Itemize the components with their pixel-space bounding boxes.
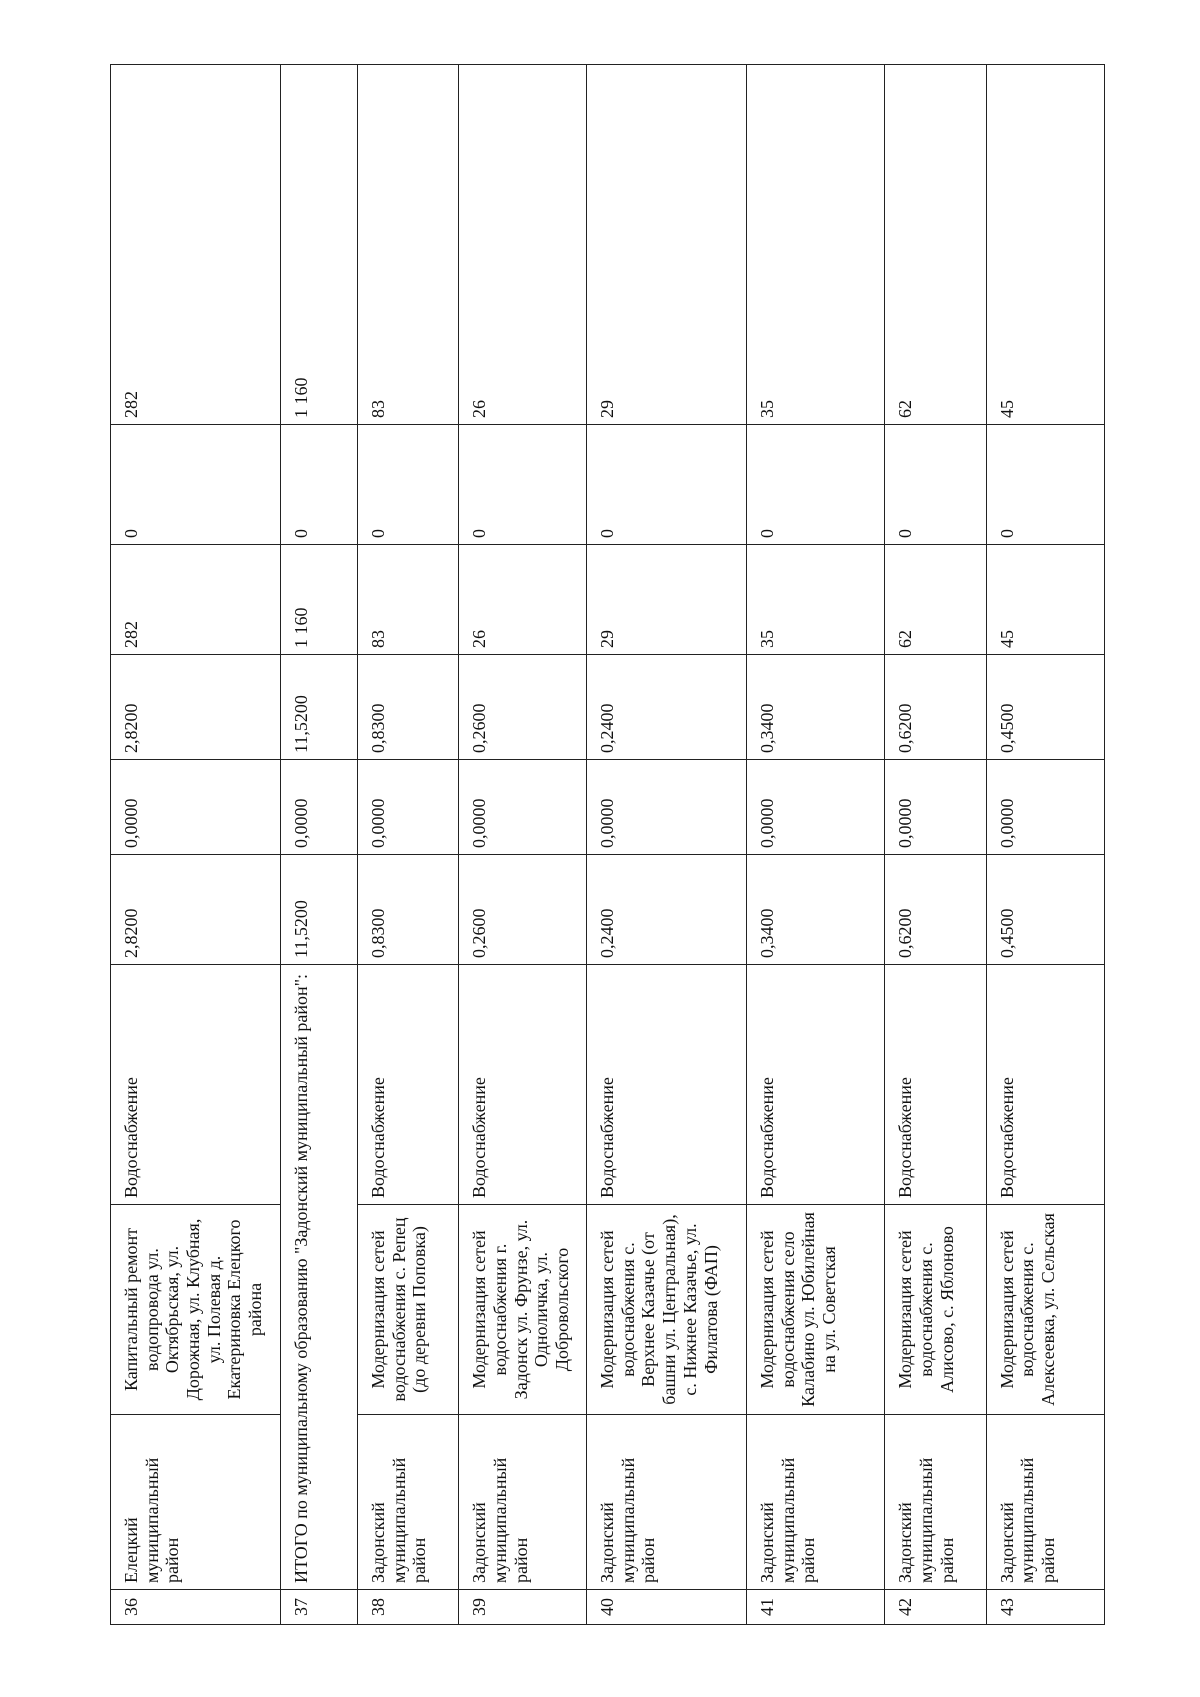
value-cell: 282 (111, 65, 281, 425)
value-cell: 2,8200 (111, 655, 281, 760)
value-cell: 0 (746, 425, 885, 545)
value-cell: 0,4500 (986, 655, 1104, 760)
value-cell: 282 (111, 545, 281, 655)
value-cell: 0,6200 (885, 855, 986, 965)
type-cell: Водоснабжение (587, 965, 747, 1205)
row-number: 39 (459, 1590, 587, 1625)
value-cell: 0 (587, 425, 747, 545)
value-cell: 0,8300 (358, 655, 459, 760)
type-cell: Водоснабжение (885, 965, 986, 1205)
row-number: 40 (587, 1590, 747, 1625)
value-cell: 11,5200 (281, 655, 358, 760)
value-cell: 0,0000 (885, 760, 986, 855)
value-cell: 1 160 (281, 545, 358, 655)
district-cell: Задонский муниципальный район (746, 1415, 885, 1590)
rotated-table-wrapper (110, 65, 1105, 1625)
object-cell: Модернизация сетей водоснабжения г. Задонск ул. Фрунзе, ул. Одноличка, ул. Добровольского (459, 1205, 587, 1415)
value-cell: 0,8300 (358, 855, 459, 965)
value-cell: 0 (986, 425, 1104, 545)
type-cell: Водоснабжение (986, 965, 1104, 1205)
value-cell: 45 (986, 65, 1104, 425)
table-row (111, 65, 281, 1625)
type-cell: Водоснабжение (358, 965, 459, 1205)
object-cell: Модернизация сетей водоснабжения с. Алисово, с. Яблоново (885, 1205, 986, 1415)
value-cell: 29 (587, 545, 747, 655)
table-row (459, 65, 587, 1625)
value-cell: 0 (358, 425, 459, 545)
object-cell: Модернизация сетей водоснабжения с. Алексеевка, ул. Сельская (986, 1205, 1104, 1415)
value-cell: 0,6200 (885, 655, 986, 760)
value-cell: 0,2400 (587, 855, 747, 965)
row-number: 41 (746, 1590, 885, 1625)
investment-table (110, 64, 1105, 1625)
table-row-total (281, 65, 358, 1625)
value-cell: 29 (587, 65, 747, 425)
value-cell: 0 (459, 425, 587, 545)
district-cell: Задонский муниципальный район (587, 1415, 747, 1590)
row-number: 42 (885, 1590, 986, 1625)
table-row (885, 65, 986, 1625)
value-cell: 83 (358, 545, 459, 655)
object-cell: Модернизация сетей водоснабжения село Калабино ул. Юбилейная на ул. Советская (746, 1205, 885, 1415)
total-label: ИТОГО по муниципальному образованию "Задонский муниципальный район": (281, 965, 358, 1590)
district-cell: Задонский муниципальный район (885, 1415, 986, 1590)
value-cell: 0 (885, 425, 986, 545)
value-cell: 1 160 (281, 65, 358, 425)
value-cell: 0,3400 (746, 855, 885, 965)
value-cell: 35 (746, 65, 885, 425)
value-cell: 0,2400 (587, 655, 747, 760)
district-cell: Елецкий муниципальный район (111, 1415, 281, 1590)
value-cell: 0,0000 (459, 760, 587, 855)
type-cell: Водоснабжение (746, 965, 885, 1205)
district-cell: Задонский муниципальный район (358, 1415, 459, 1590)
row-number: 37 (281, 1590, 358, 1625)
object-cell: Капитальный ремонт водопровода ул. Октябрьская, ул. Дорожная, ул. Клубная, ул. Полевая д. Екатериновка Елецкого района (111, 1205, 281, 1415)
type-cell: Водоснабжение (459, 965, 587, 1205)
value-cell: 0,0000 (986, 760, 1104, 855)
value-cell: 0,0000 (746, 760, 885, 855)
district-cell: Задонский муниципальный район (986, 1415, 1104, 1590)
table-row (587, 65, 747, 1625)
value-cell: 26 (459, 545, 587, 655)
object-cell: Модернизация сетей водоснабжения с. Репец (до деревни Поповка) (358, 1205, 459, 1415)
value-cell: 83 (358, 65, 459, 425)
value-cell: 35 (746, 545, 885, 655)
value-cell: 0,3400 (746, 655, 885, 760)
value-cell: 62 (885, 545, 986, 655)
value-cell: 0,4500 (986, 855, 1104, 965)
district-cell: Задонский муниципальный район (459, 1415, 587, 1590)
value-cell: 45 (986, 545, 1104, 655)
value-cell: 0,0000 (587, 760, 747, 855)
row-number: 43 (986, 1590, 1104, 1625)
value-cell: 0,0000 (111, 760, 281, 855)
value-cell: 2,8200 (111, 855, 281, 965)
value-cell: 0,2600 (459, 655, 587, 760)
table-row (986, 65, 1104, 1625)
value-cell: 11,5200 (281, 855, 358, 965)
table-row (746, 65, 885, 1625)
value-cell: 62 (885, 65, 986, 425)
type-cell: Водоснабжение (111, 965, 281, 1205)
value-cell: 0 (281, 425, 358, 545)
value-cell: 0 (111, 425, 281, 545)
object-cell: Модернизация сетей водоснабжения с. Верхнее Казачье (от башни ул. Центральная), с. Нижнее Казачье, ул. Филатова (ФАП) (587, 1205, 747, 1415)
row-number: 38 (358, 1590, 459, 1625)
row-number: 36 (111, 1590, 281, 1625)
value-cell: 0,0000 (358, 760, 459, 855)
value-cell: 0,2600 (459, 855, 587, 965)
value-cell: 26 (459, 65, 587, 425)
table-row (358, 65, 459, 1625)
value-cell: 0,0000 (281, 760, 358, 855)
